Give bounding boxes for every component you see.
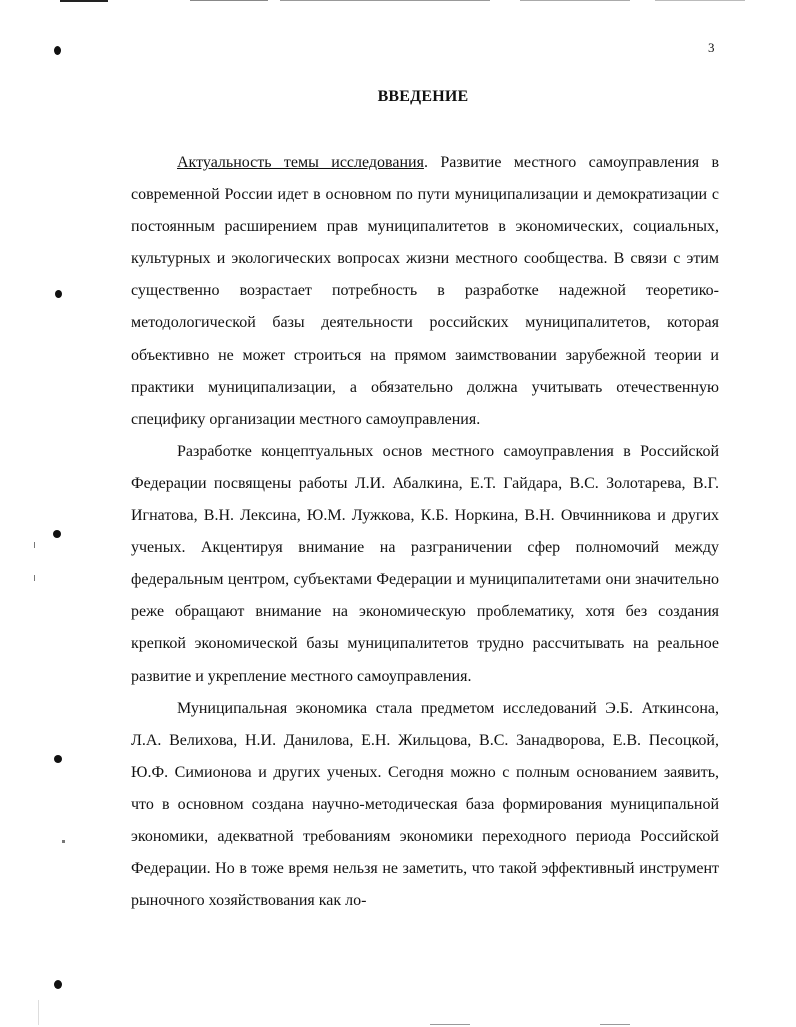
- paragraph: [131, 147, 719, 436]
- scan-edge-line: [520, 0, 630, 1]
- paragraph-text: Муниципальная экономика стала предметом исследований Э.Б. Аткинсона, Л.А. Велихова, Н.И. Данилова, Е.Н. Жильцова, В.С. Занадворова, Е.В. Песоцкой, Ю.Ф. Симионова и других ученых. Сегодня можно с полным основанием заявить, что в основном создана научно-методическая база формирования муниципальной экономики, адекватной требованиям экономики переходного периода Российской Федерации. Но в тоже время нельзя не заметить, что такой эффективный инструмент рыночного хозяйствования как ло-: [131, 699, 719, 910]
- scan-edge-line: [190, 0, 268, 1]
- section-heading: ВВЕДЕНИЕ: [377, 88, 469, 105]
- scan-speck: [62, 840, 65, 843]
- binding-hole-mark: [53, 530, 61, 538]
- scan-edge-line: [60, 0, 108, 2]
- binding-hole-mark: [54, 980, 62, 989]
- scan-edge-line: [430, 1024, 470, 1025]
- paragraph-text: . Развитие местного самоуправления в современной России идет в основном по пути муниципализации и демократизации с постоянным расширением прав муниципалитетов в экономических, социальных, культурных и экологических вопросах жизни местного сообщества. В связи с этим существенно возрастает потребность в разработке надежной теоретико-методологической базы деятельности российских муниципалитетов, которая объективно не может строиться на прямом заимствовании зарубежной теории и практики муниципализации, а обязательно должна учитывать отечественную специфику организации местного самоуправления.: [131, 154, 719, 428]
- page-number: 3: [708, 40, 715, 55]
- paragraph-lead: Актуальность темы исследования: [177, 154, 424, 171]
- scan-edge-line: [655, 0, 745, 1]
- scan-edge-line: [600, 1024, 630, 1025]
- paragraph: [131, 693, 719, 918]
- binding-hole-mark: [54, 46, 61, 55]
- scan-edge-line: [38, 1000, 39, 1025]
- scan-edge-line: [280, 0, 490, 1]
- binding-hole-mark: [54, 755, 62, 763]
- binding-hole-mark: [55, 290, 62, 298]
- body-text: [131, 147, 719, 917]
- scan-speck: [34, 542, 35, 548]
- paragraph: [131, 436, 719, 693]
- scan-speck: [34, 575, 35, 581]
- paragraph-text: Разработке концептуальных основ местного самоуправления в Российской Федерации посвящены работы Л.И. Абалкина, Е.Т. Гайдара, В.С. Золотарева, В.Г. Игнатова, В.Н. Лексина, Ю.М. Лужкова, К.Б. Норкина, В.Н. Овчинникова и других ученых. Акцентируя внимание на разграничении сфер полномочий между федеральным центром, субъектами Федерации и муниципалитетами они значительно реже обращают внимание на экономическую проблематику, хотя без создания крепкой экономической базы муниципалитетов трудно рассчитывать на реальное развитие и укрепление местного самоуправления.: [131, 442, 719, 685]
